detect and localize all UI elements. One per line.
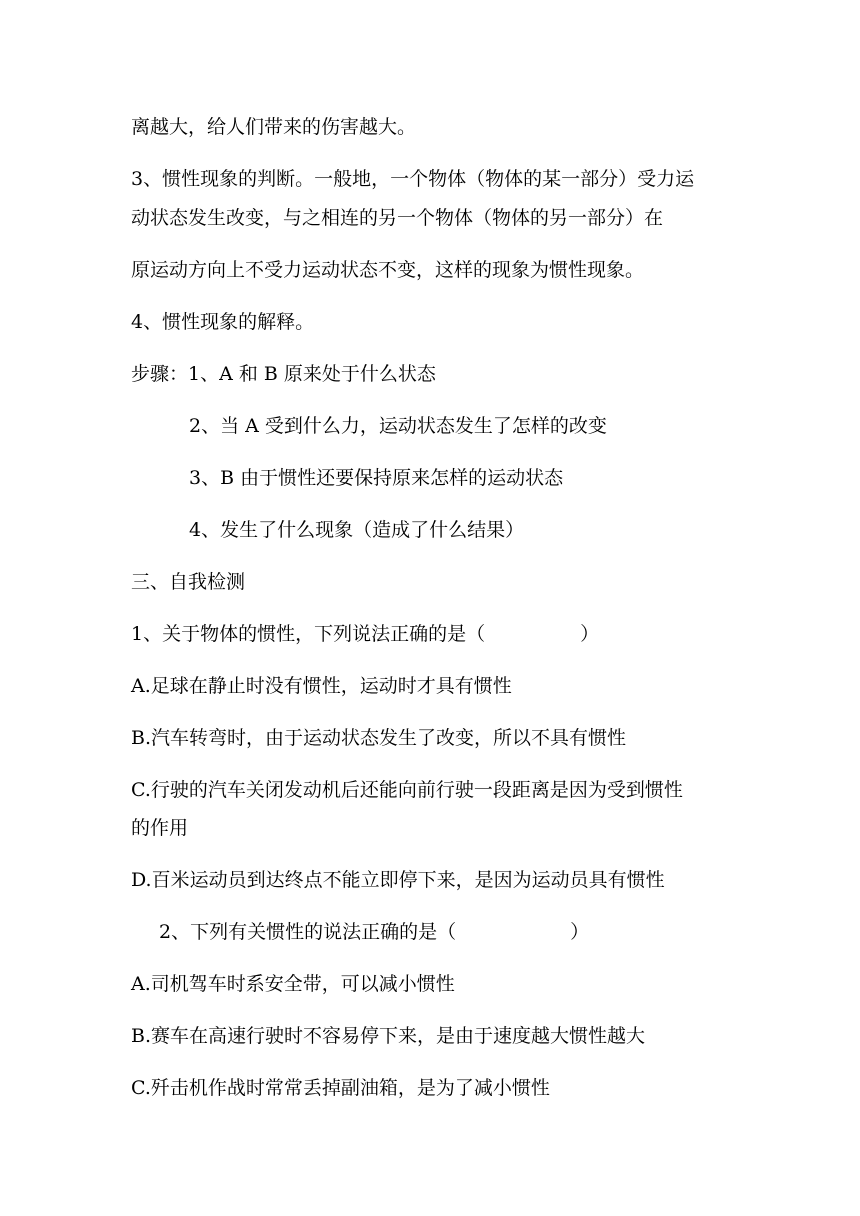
text-line-point-4: 4、惯性现象的解释。 xyxy=(131,311,315,333)
question-2-option-c: C.歼击机作战时常常丢掉副油箱，是为了减小惯性 xyxy=(131,1077,550,1099)
question-1-option-a: A.足球在静止时没有惯性，运动时才具有惯性 xyxy=(131,675,512,697)
text-line-point-3-cont: 动状态发生改变，与之相连的另一个物体（物体的另一部分）在 xyxy=(131,207,664,229)
question-2-option-a: A.司机驾车时系安全带，可以减小惯性 xyxy=(131,973,455,995)
text-line-continuation: 离越大，给人们带来的伤害越大。 xyxy=(131,116,417,138)
question-1-option-b: B.汽车转弯时，由于运动状态发生了改变，所以不具有惯性 xyxy=(131,727,627,749)
text-line-step-2: 2、当 A 受到什么力，运动状态发生了怎样的改变 xyxy=(189,415,607,437)
text-line-step-4: 4、发生了什么现象（造成了什么结果） xyxy=(189,519,525,541)
text-line-step-3: 3、B 由于惯性还要保持原来怎样的运动状态 xyxy=(189,467,564,489)
text-line-steps-heading: 步骤：1、A 和 B 原来处于什么状态 xyxy=(131,363,436,385)
question-1-option-c-cont: 的作用 xyxy=(131,817,189,839)
question-1: 1、关于物体的惯性，下列说法正确的是（ ） xyxy=(131,623,600,645)
section-heading: 三、自我检测 xyxy=(131,571,246,593)
question-2: 2、下列有关惯性的说法正确的是（ ） xyxy=(159,921,590,943)
question-1-option-d: D.百米运动员到达终点不能立即停下来，是因为运动员具有惯性 xyxy=(131,869,665,891)
text-line-point-3-cont: 原运动方向上不受力运动状态不变，这样的现象为惯性现象。 xyxy=(131,259,645,281)
question-1-option-c: C.行驶的汽车关闭发动机后还能向前行驶一段距离是因为受到惯性 xyxy=(131,779,683,801)
text-line-point-3: 3、惯性现象的判断。一般地，一个物体（物体的某一部分）受力运 xyxy=(131,168,695,190)
question-2-option-b: B.赛车在高速行驶时不容易停下来，是由于速度越大惯性越大 xyxy=(131,1025,646,1047)
